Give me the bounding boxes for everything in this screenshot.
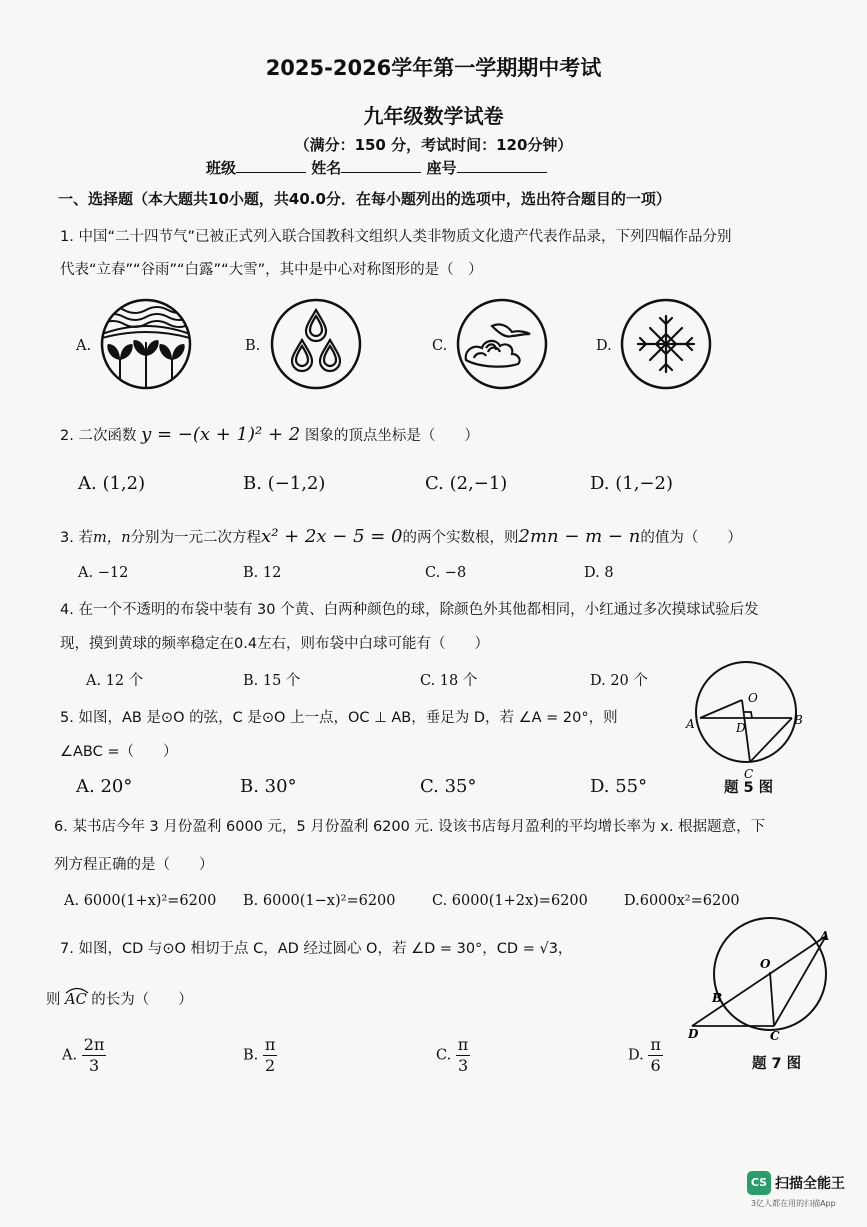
q5-figure-caption: 题 5 图 bbox=[724, 780, 774, 796]
q5-option-d: D. 55° bbox=[590, 776, 648, 797]
q7-arc bbox=[65, 992, 87, 1008]
q3-expression: 2mn − m − n bbox=[518, 526, 641, 547]
seat-blank[interactable] bbox=[457, 158, 547, 173]
q6-line2: 列方程正确的是（ ） bbox=[54, 857, 214, 873]
name-label: 姓名 bbox=[311, 159, 342, 177]
q7-option-d bbox=[628, 1035, 663, 1076]
exam-meta: （满分：150 分，考试时间：120分钟） bbox=[294, 136, 573, 154]
q3-mn: m，n bbox=[92, 530, 131, 546]
q7-option-c-num: π bbox=[457, 1035, 469, 1054]
q7-option-d-num: π bbox=[650, 1035, 661, 1054]
q2-option-d: D. (1,−2) bbox=[590, 473, 673, 494]
q6-option-c: C. 6000(1+2x)=6200 bbox=[432, 893, 588, 909]
guyu-raindrops-icon bbox=[270, 298, 362, 390]
q3-option-c: C. −8 bbox=[425, 565, 467, 581]
q5-option-b: B. 30° bbox=[240, 776, 297, 797]
q3-stem-d: 的值为（ ） bbox=[640, 530, 742, 546]
q7-figure-caption: 题 7 图 bbox=[752, 1056, 802, 1072]
q1-option-a-label: A. bbox=[76, 338, 92, 354]
daxue-snowflake-icon bbox=[620, 298, 712, 390]
q7-option-b-den: 2 bbox=[265, 1056, 276, 1075]
q7-option-b-fraction bbox=[263, 1035, 278, 1076]
q3-stem-a: 3. 若 bbox=[60, 530, 93, 546]
exam-title: 2025-2026学年第一学期期中考试 bbox=[265, 56, 602, 80]
q2-stem-a: 2. 二次函数 bbox=[60, 428, 137, 444]
q7-option-a bbox=[62, 1035, 106, 1076]
q5-label-b: B bbox=[794, 713, 803, 727]
q5-label-o: O bbox=[748, 691, 758, 705]
watermark-sub: 3亿人都在用的扫描App bbox=[751, 1199, 836, 1208]
q5-label-d: D bbox=[736, 721, 746, 735]
q3-option-b: B. 12 bbox=[243, 565, 282, 581]
q7-option-b bbox=[243, 1035, 277, 1076]
q5-option-a: A. 20° bbox=[76, 776, 133, 797]
q3-stem-c: 的两个实数根，则 bbox=[402, 530, 519, 546]
q7-line2 bbox=[46, 988, 193, 1009]
q7-tangent-figure bbox=[684, 926, 834, 1046]
q1-option-b-label: B. bbox=[245, 338, 261, 354]
q7-line2-a: 则 bbox=[46, 992, 61, 1008]
q3-option-d: D. 8 bbox=[584, 565, 614, 581]
q7-option-d-den: 6 bbox=[650, 1056, 661, 1075]
lichun-emblem-icon bbox=[100, 298, 192, 390]
arc-mark-icon bbox=[65, 986, 89, 994]
q7-option-b-num: π bbox=[264, 1035, 276, 1054]
q7-line2-b: 的长为（ ） bbox=[91, 992, 193, 1008]
q6-option-b: B. 6000(1−x)²=6200 bbox=[243, 893, 396, 909]
q5-line1: 5. 如图，AB 是⊙O 的弦，C 是⊙O 上一点，OC ⊥ AB，垂足为 D，若 ∠A = 20°，则 bbox=[60, 710, 618, 726]
q7-option-b-label: B. bbox=[243, 1047, 259, 1064]
seat-label: 座号 bbox=[426, 159, 457, 177]
q7-option-c-den: 3 bbox=[457, 1056, 469, 1075]
q7-option-c-fraction bbox=[456, 1035, 471, 1076]
q2-option-c: C. (2,−1) bbox=[425, 473, 508, 494]
class-label: 班级 bbox=[206, 159, 237, 177]
q7-arc-label: AC bbox=[65, 992, 87, 1008]
q3-stem bbox=[60, 526, 742, 547]
q7-option-d-label: D. bbox=[628, 1047, 644, 1064]
q5-label-a: A bbox=[686, 717, 695, 731]
q4-option-a: A. 12 个 bbox=[86, 673, 144, 689]
student-info-line bbox=[206, 157, 547, 178]
q7-option-a-fraction bbox=[82, 1035, 107, 1076]
q7-option-a-num: 2π bbox=[83, 1035, 105, 1054]
q7-option-c bbox=[436, 1035, 470, 1076]
q7-option-a-den: 3 bbox=[88, 1056, 100, 1075]
q4-option-c: C. 18 个 bbox=[420, 673, 478, 689]
q6-option-d: D.6000x²=6200 bbox=[624, 893, 740, 909]
section-heading: 一、选择题（本大题共10小题，共40.0分．在每小题列出的选项中，选出符合题目的一项） bbox=[58, 190, 671, 208]
q1-option-c-label: C. bbox=[432, 338, 448, 354]
q4-option-d: D. 20 个 bbox=[590, 673, 648, 689]
q3-option-a: A. −12 bbox=[78, 565, 129, 581]
q1-line2: 代表“立春”“谷雨”“白露”“大雪”，其中是中心对称图形的是（ ） bbox=[60, 262, 483, 278]
q7-option-a-label: A. bbox=[62, 1047, 78, 1064]
camscanner-watermark bbox=[747, 1171, 845, 1209]
q6-line1: 6. 某书店今年 3 月份盈利 6000 元，5 月份盈利 6200 元. 设该书店每月盈利的平均增长率为 x. 根据题意，下 bbox=[54, 819, 766, 835]
q4-line2: 现，摸到黄球的频率稳定在0.4左右，则布袋中白球可能有（ ） bbox=[60, 636, 490, 652]
q7-option-c-label: C. bbox=[436, 1047, 452, 1064]
bailu-cloud-bird-icon bbox=[456, 298, 548, 390]
q5-option-c: C. 35° bbox=[420, 776, 477, 797]
q7-label-o: O bbox=[760, 957, 771, 971]
q4-option-b: B. 15 个 bbox=[243, 673, 301, 689]
camscanner-logo-icon: CS bbox=[747, 1171, 771, 1195]
q5-label-c: C bbox=[744, 767, 754, 781]
q3-stem-b: 分别为一元二次方程 bbox=[130, 530, 262, 546]
q2-option-a: A. (1,2) bbox=[78, 473, 146, 494]
q2-stem bbox=[60, 424, 479, 445]
q7-label-c: C bbox=[770, 1029, 780, 1043]
q7-line1: 7. 如图，CD 与⊙O 相切于点 C，AD 经过圆心 O，若 ∠D = 30°，CD = √3， bbox=[60, 941, 573, 957]
q2-stem-b: 图象的顶点坐标是（ ） bbox=[304, 428, 479, 444]
exam-subtitle: 九年级数学试卷 bbox=[363, 104, 504, 128]
class-blank[interactable] bbox=[236, 158, 306, 173]
q2-option-b: B. (−1,2) bbox=[243, 473, 326, 494]
q1-line1: 1. 中国“二十四节气”已被正式列入联合国教科文组织人类非物质文化遗产代表作品录，下列四幅作品分别 bbox=[60, 229, 732, 245]
q3-equation: x² + 2x − 5 = 0 bbox=[261, 526, 403, 547]
q4-line1: 4. 在一个不透明的布袋中装有 30 个黄、白两种颜色的球，除颜色外其他都相同，小红通过多次摸球试验后发 bbox=[60, 602, 759, 618]
q2-formula: y = −(x + 1)² + 2 bbox=[141, 424, 301, 445]
q5-circle-figure bbox=[686, 658, 813, 781]
name-blank[interactable] bbox=[341, 158, 421, 173]
q7-label-a: A bbox=[820, 929, 830, 943]
q5-line2: ∠ABC =（ ） bbox=[60, 744, 178, 760]
q7-label-d: D bbox=[688, 1027, 699, 1041]
q1-option-d-label: D. bbox=[596, 338, 612, 354]
watermark-name: 扫描全能王 bbox=[775, 1176, 845, 1192]
q7-label-b: B bbox=[712, 991, 723, 1005]
q7-option-d-fraction bbox=[648, 1035, 663, 1076]
q6-option-a: A. 6000(1+x)²=6200 bbox=[64, 893, 217, 909]
